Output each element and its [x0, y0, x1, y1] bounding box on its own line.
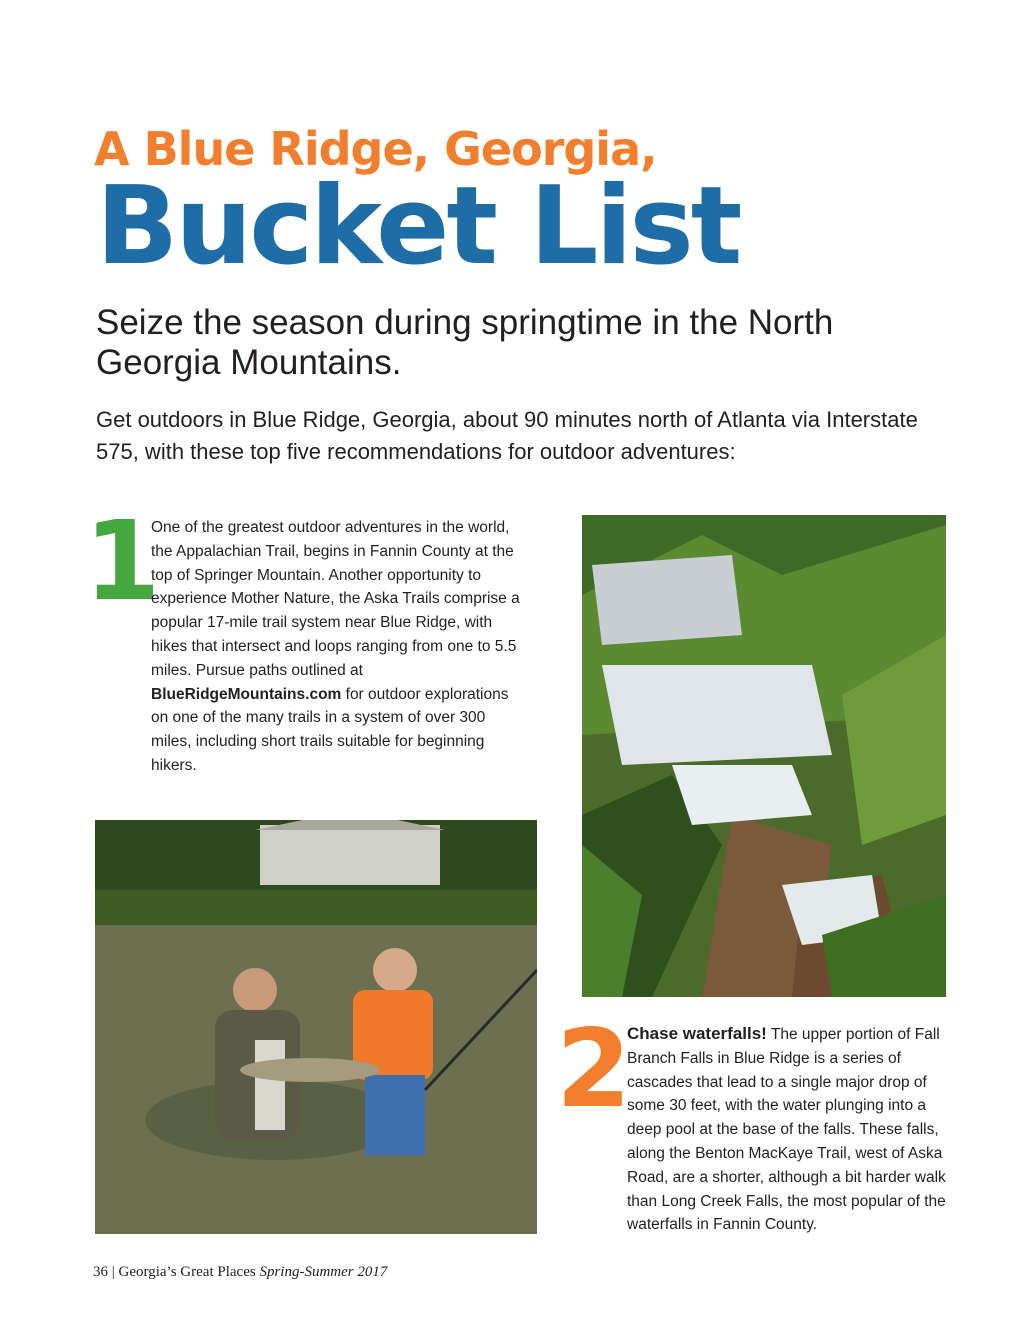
fishing-photo — [95, 820, 537, 1234]
article-subhead: Seize the season during springtime in the North Georgia Mountains. — [96, 303, 834, 382]
article-headline: Bucket List — [96, 164, 740, 289]
item-2-lead: Chase waterfalls! — [627, 1024, 767, 1043]
waterfall-photo — [582, 515, 946, 997]
article-kicker: A Blue Ridge, Georgia, — [94, 122, 657, 176]
page-footer — [93, 1264, 387, 1281]
item-1-text — [151, 516, 523, 778]
article-intro: Get outdoors in Blue Ridge, Georgia, about 90 minutes north of Atlanta via Interstate 575, with these top five recommendations for outdoor adventures: — [96, 407, 918, 464]
item-1-text-before: One of the greatest outdoor adventures in the world, the Appalachian Trail, begins in Fannin County at the top of Springer Mountain. Another opportunity to experience Mother Nature, the Aska Trails comprise a popular 17-mile trail system near Blue Ridge, with hikes that intersect and loops ranging from one to 5.5 miles. Pursue paths outlined at — [151, 519, 520, 679]
item-2-body: The upper portion of Fall Branch Falls in Blue Ridge is a series of cascades that lead to a single major drop of some 30 feet, with the water plunging into a deep pool at the base of the falls. These falls, along the Benton MacKaye Trail, west of Aska Road, are a shorter, although a bit harder walk than Long Creek Falls, the most popular of the waterfalls in Fannin County. — [627, 1026, 946, 1234]
item-number-2: 2 — [556, 1007, 628, 1132]
issue-name: Spring-Summer 2017 — [259, 1264, 388, 1280]
footer-separator: | — [111, 1264, 115, 1280]
publication-name: Georgia’s Great Places — [118, 1264, 256, 1280]
item-1-link[interactable]: BlueRidgeMountains.com — [151, 685, 342, 703]
item-number-1: 1 — [84, 497, 157, 625]
item-2-text — [627, 1022, 952, 1237]
item-1-text-after: for outdoor explorations on one of the many trails in a system of over 300 miles, including short trails suitable for beginning hikers. — [151, 685, 509, 774]
page-number: 36 — [93, 1264, 108, 1280]
